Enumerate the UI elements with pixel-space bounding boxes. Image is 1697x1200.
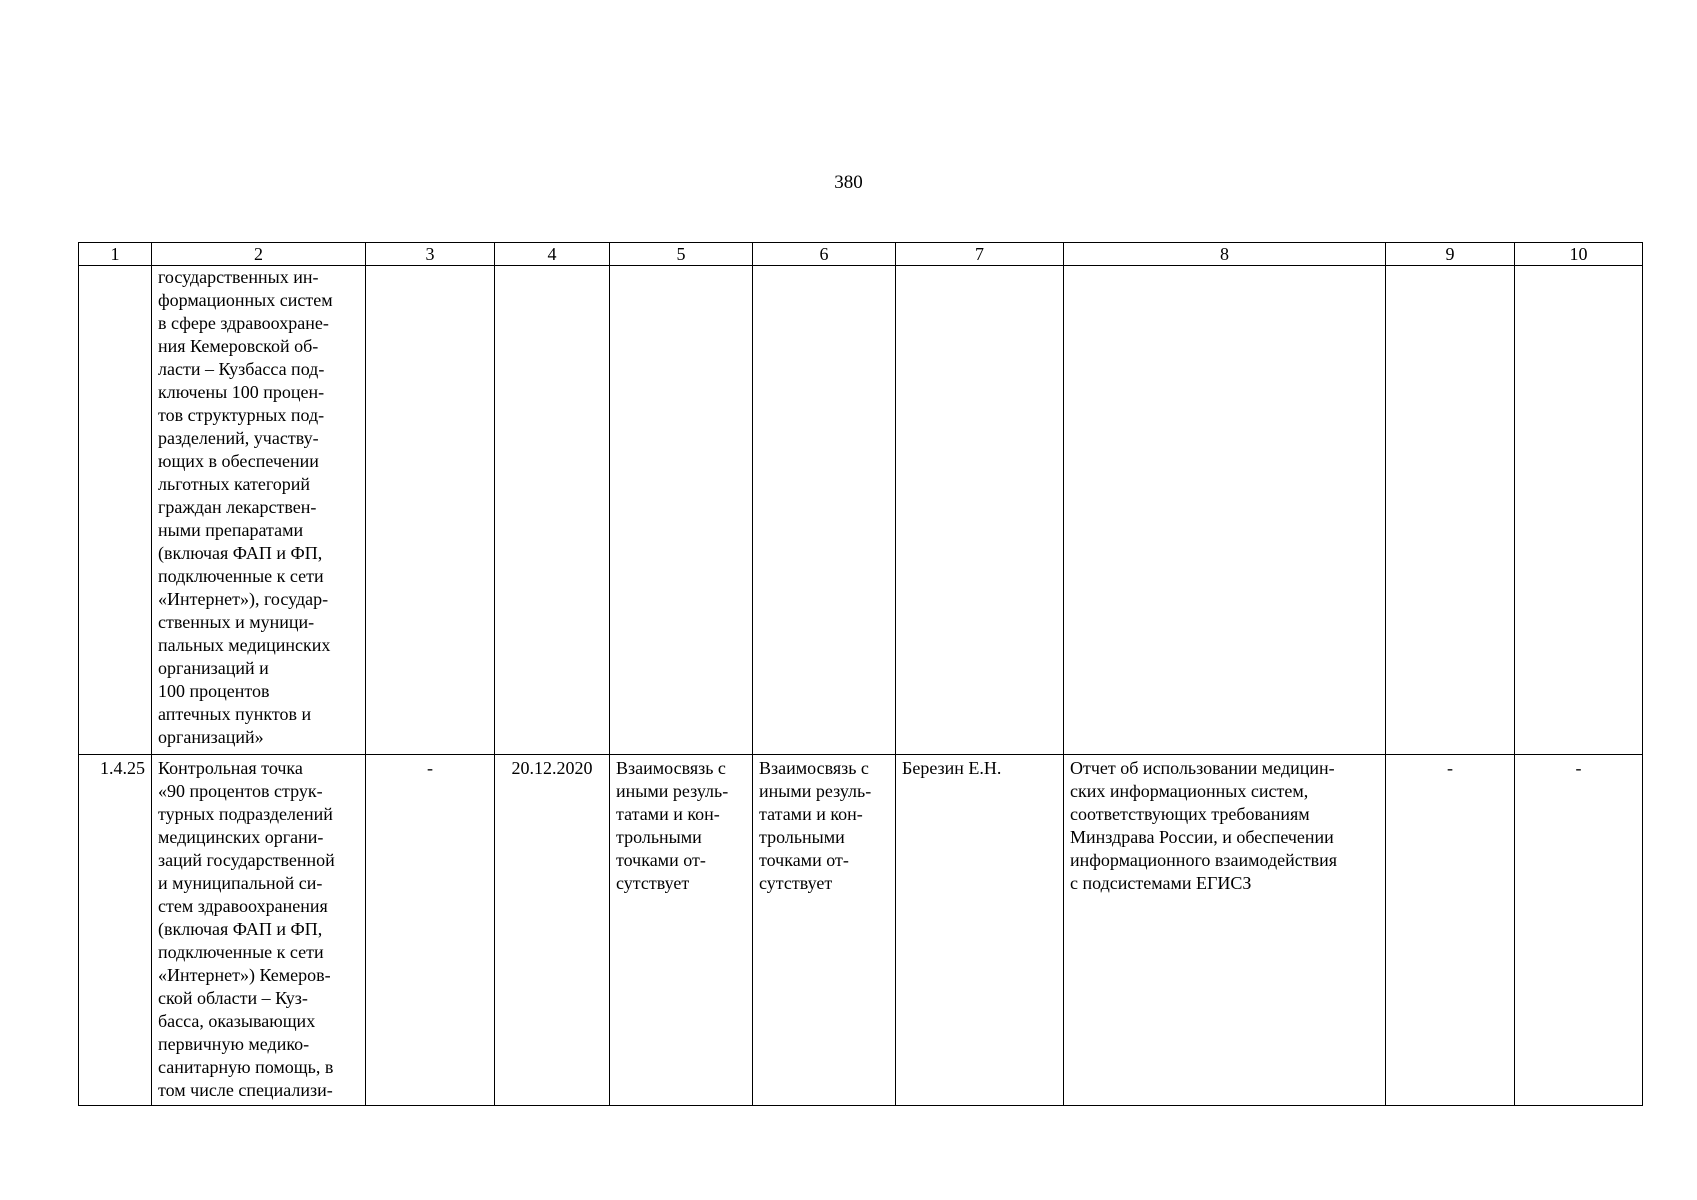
table-cell: [366, 266, 495, 755]
column-header: 10: [1515, 243, 1643, 266]
responsible-cell: Березин Е.Н.: [896, 755, 1064, 1106]
column-header: 7: [896, 243, 1064, 266]
row-number-cell: [79, 266, 152, 755]
table-cell: -: [366, 755, 495, 1106]
column-number-row: [79, 243, 1643, 266]
table-cell: -: [1515, 755, 1643, 1106]
table-cell: [753, 266, 896, 755]
table-cell: [896, 266, 1064, 755]
table-cell: -: [1386, 755, 1515, 1106]
table-cell: [495, 266, 610, 755]
column-header: 6: [753, 243, 896, 266]
column-header: 5: [610, 243, 753, 266]
table-cell: [610, 266, 753, 755]
relation-cell: Взаимосвязь с иными резуль- татами и кон- трольными точками от- сутствует: [610, 755, 753, 1106]
table-row: [79, 266, 1643, 755]
plan-table: [78, 242, 1643, 1106]
column-header: 4: [495, 243, 610, 266]
column-header: 3: [366, 243, 495, 266]
table-cell: [1064, 266, 1386, 755]
column-header: 2: [152, 243, 366, 266]
relation-cell: Взаимосвязь с иными резуль- татами и кон- трольными точками от- сутствует: [753, 755, 896, 1106]
table-row: [79, 755, 1643, 1106]
date-cell: 20.12.2020: [495, 755, 610, 1106]
table-cell: [1515, 266, 1643, 755]
column-header: 9: [1386, 243, 1515, 266]
description-cell: Контрольная точка «90 процентов струк- турных подразделений медицинских органи- заций государственной и муниципальной си- стем здравоохранения (включая ФАП и ФП, подключенные к сети «Интернет») Кемеров- ской области – Куз- басса, оказывающих первичную медико- санитарную помощь, в том числе специализи-: [152, 755, 366, 1106]
column-header: 1: [79, 243, 152, 266]
description-cell: государственных ин- формационных систем в сфере здравоохране- ния Кемеровской об- ласти – Кузбасса под- ключены 100 процен- тов структурных под- разделений, участву- ющих в обеспечении льготных категорий граждан лекарствен- ными препаратами (включая ФАП и ФП, подключенные к сети «Интернет»), государ- ственных и муници- пальных медицинских организаций и 100 процентов аптечных пунктов и организаций»: [152, 266, 366, 755]
table-cell: [1386, 266, 1515, 755]
page-number: 380: [834, 172, 863, 193]
result-cell: Отчет об использовании медицин- ских информационных систем, соответствующих требованиям Минздрава России, и обеспечении информационного взаимодействия с подсистемами ЕГИСЗ: [1064, 755, 1386, 1106]
row-number-cell: 1.4.25: [79, 755, 152, 1106]
column-header: 8: [1064, 243, 1386, 266]
